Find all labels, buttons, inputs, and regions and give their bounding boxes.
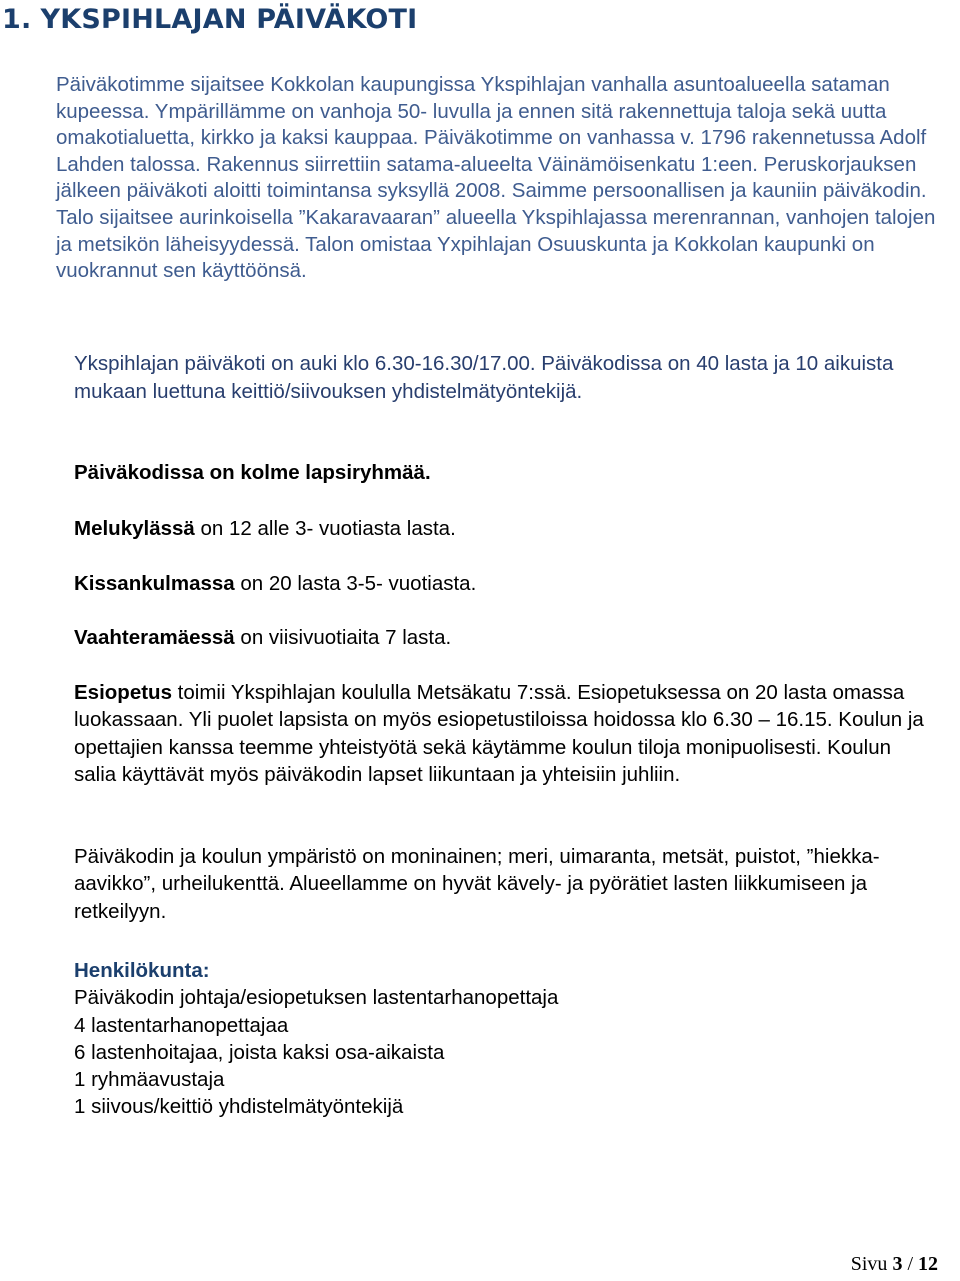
group-item bbox=[74, 570, 934, 597]
staff-item: Päiväkodin johtaja/esiopetuksen lastentarhanopettaja bbox=[74, 986, 559, 1010]
group-name: Vaahteramäessä bbox=[74, 626, 235, 649]
footer-current-page: 3 bbox=[892, 1253, 903, 1275]
heading-title: YKSPIHLAJAN PÄIVÄKOTI bbox=[40, 4, 418, 35]
page-heading bbox=[2, 0, 417, 40]
staff-item: 1 ryhmäavustaja bbox=[74, 1068, 225, 1092]
group-description: on viisivuotiaita 7 lasta. bbox=[234, 626, 452, 649]
preschool-description: toimii Ykspihlajan koululla Metsäkatu 7:ssä. Esiopetuksessa on 20 lasta omassa luokassaan. Yli puolet lapsista on myös esiopetustiloissa hoidossa klo 6.30 – 16.15. Koulun ja opettajien kanssa teemme yhteistyötä sekä käytämme koulun tiloja monipuolisesti. Koulun salia käyttävät myös päiväkodin lapset liikuntaan ja yhteisiin juhliin. bbox=[74, 681, 924, 786]
preschool-paragraph bbox=[74, 679, 934, 788]
staff-list bbox=[74, 984, 934, 1120]
footer-separator: / bbox=[902, 1253, 918, 1275]
opening-hours-paragraph: Ykspihlajan päiväkoti on auki klo 6.30-16.30/17.00. Päiväkodissa on 40 lasta ja 10 aikuista mukaan luettuna keittiö/siivouksen yhdistelmätyöntekijä. bbox=[74, 352, 894, 403]
preschool-name: Esiopetus bbox=[74, 681, 172, 704]
heading-number: 1. bbox=[2, 4, 32, 35]
group-description: on 12 alle 3- vuotiasta lasta. bbox=[194, 517, 456, 540]
environment-paragraph: Päiväkodin ja koulun ympäristö on moninainen; meri, uimaranta, metsät, puistot, ”hiekka-aavikko”, urheilukenttä. Alueellamme on hyvät kävely- ja pyörätiet lasten liikkumiseen ja retkeilyyn. bbox=[74, 845, 880, 923]
staff-section bbox=[74, 957, 934, 1121]
group-item bbox=[74, 515, 934, 542]
footer-label: Sivu bbox=[850, 1253, 888, 1275]
page-footer bbox=[851, 1253, 938, 1276]
intro-paragraph: Päiväkotimme sijaitsee Kokkolan kaupungissa Ykspihlajan vanhalla asuntoalueella sataman kupeessa. Ympärillämme on vanhoja 50- luvulla ja ennen sitä rakennettuja taloja sekä uutta omakotialuetta, kirkko ja kaksi kauppaa. Päiväkotimme on vanhassa v. 1796 rakennetussa Adolf Lahden talossa. Rakennus siirrettiin satama-alueelta Väinämöisenkatu 1:een. Peruskorjauksen jälkeen päiväkoti aloitti toimintansa syksyllä 2008. Saimme persoonallisen ja kauniin päiväkodin. Talo sijaitsee aurinkoisella ”Kakaravaaran” alueella Ykspihlajassa merenrannan, vanhojen talojen ja metsikön läheisyydessä. Talon omistaa Yxpihlajan Osuuskunta ja Kokkolan kaupunki on vuokrannut sen käyttöönsä. bbox=[56, 73, 936, 283]
group-description: on 20 lasta 3-5- vuotiasta. bbox=[234, 572, 477, 595]
group-name: Melukylässä bbox=[74, 517, 195, 540]
groups-heading: Päiväkodissa on kolme lapsiryhmää. bbox=[74, 461, 431, 484]
group-name: Kissankulmassa bbox=[74, 572, 235, 595]
staff-item: 4 lastentarhanopettajaa bbox=[74, 1013, 289, 1037]
group-item bbox=[74, 624, 934, 651]
staff-title: Henkilökunta: bbox=[74, 959, 210, 982]
staff-item: 6 lastenhoitajaa, joista kaksi osa-aikaista bbox=[74, 1040, 445, 1064]
staff-item: 1 siivous/keittiö yhdistelmätyöntekijä bbox=[74, 1095, 404, 1119]
footer-total-pages: 12 bbox=[918, 1253, 938, 1275]
